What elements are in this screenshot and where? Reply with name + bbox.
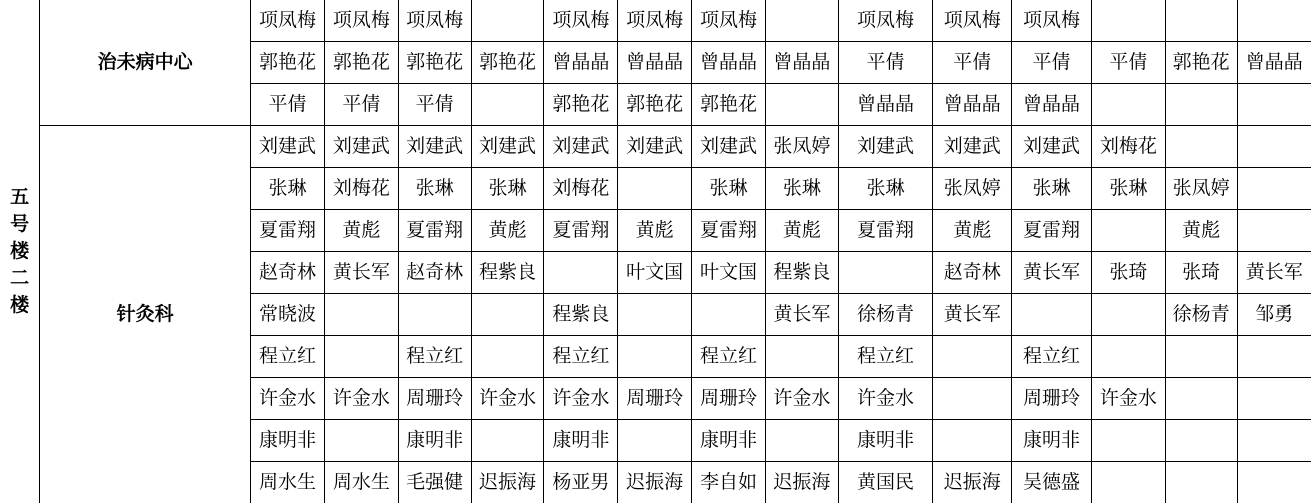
table-cell: 许金水 <box>251 378 325 420</box>
table-cell: 郭艳花 <box>251 42 325 84</box>
table-cell <box>1237 336 1311 378</box>
table-cell <box>324 294 398 336</box>
table-cell: 曾晶晶 <box>933 84 1012 126</box>
table-cell <box>692 294 766 336</box>
table-cell: 康明非 <box>838 420 933 462</box>
table-cell <box>324 420 398 462</box>
table-cell: 程立红 <box>544 336 618 378</box>
table-cell <box>1091 336 1165 378</box>
table-cell: 曾晶晶 <box>765 42 838 84</box>
table-cell: 邹勇 <box>1237 294 1311 336</box>
table-cell: 程立红 <box>398 336 471 378</box>
table-cell <box>618 294 692 336</box>
table-cell: 康明非 <box>1012 420 1092 462</box>
table-cell: 许金水 <box>544 378 618 420</box>
table-cell: 黄长军 <box>1237 252 1311 294</box>
table-cell: 周珊玲 <box>1012 378 1092 420</box>
table-cell: 夏雷翔 <box>1012 210 1092 252</box>
table-cell <box>618 420 692 462</box>
table-cell: 周珊玲 <box>618 378 692 420</box>
table-cell: 曾晶晶 <box>692 42 766 84</box>
table-cell <box>765 0 838 42</box>
table-cell: 黄彪 <box>933 210 1012 252</box>
table-cell: 许金水 <box>1091 378 1165 420</box>
table-cell: 张琦 <box>1091 252 1165 294</box>
table-cell: 叶文国 <box>692 252 766 294</box>
table-cell: 平倩 <box>1012 42 1092 84</box>
table-cell: 刘建武 <box>398 126 471 168</box>
table-cell: 刘建武 <box>692 126 766 168</box>
table-cell <box>1237 210 1311 252</box>
table-cell: 曾晶晶 <box>618 42 692 84</box>
table-cell: 项凤梅 <box>324 0 398 42</box>
table-cell: 赵奇林 <box>933 252 1012 294</box>
table-cell: 刘建武 <box>838 126 933 168</box>
table-cell: 吴德盛 <box>1012 462 1092 503</box>
table-cell <box>1091 0 1165 42</box>
table-cell <box>471 420 544 462</box>
table-cell <box>1091 294 1165 336</box>
table-cell <box>471 84 544 126</box>
table-cell: 项凤梅 <box>251 0 325 42</box>
table-cell: 康明非 <box>251 420 325 462</box>
table-cell: 许金水 <box>838 378 933 420</box>
table-cell: 黄彪 <box>618 210 692 252</box>
table-cell: 曾晶晶 <box>544 42 618 84</box>
table-cell: 郭艳花 <box>692 84 766 126</box>
table-cell <box>471 294 544 336</box>
table-cell: 毛强健 <box>398 462 471 503</box>
table-cell: 郭艳花 <box>618 84 692 126</box>
table-cell: 许金水 <box>765 378 838 420</box>
table-cell <box>618 336 692 378</box>
table-cell: 项凤梅 <box>618 0 692 42</box>
table-cell: 刘梅花 <box>324 168 398 210</box>
table-cell: 周水生 <box>324 462 398 503</box>
table-cell <box>1237 420 1311 462</box>
table-cell: 项凤梅 <box>692 0 766 42</box>
table-cell <box>1091 420 1165 462</box>
table-cell: 项凤梅 <box>398 0 471 42</box>
table-cell: 夏雷翔 <box>692 210 766 252</box>
table-cell: 平倩 <box>398 84 471 126</box>
table-cell <box>1237 378 1311 420</box>
table-cell: 许金水 <box>324 378 398 420</box>
table-cell: 迟振海 <box>618 462 692 503</box>
table-cell: 张琳 <box>1012 168 1092 210</box>
table-cell: 平倩 <box>838 42 933 84</box>
table-cell: 刘建武 <box>251 126 325 168</box>
table-cell: 迟振海 <box>765 462 838 503</box>
table-cell: 迟振海 <box>933 462 1012 503</box>
table-cell: 黄彪 <box>765 210 838 252</box>
table-cell: 张琳 <box>251 168 325 210</box>
table-cell: 张琳 <box>692 168 766 210</box>
table-cell: 康明非 <box>398 420 471 462</box>
table-cell <box>765 336 838 378</box>
table-cell: 程立红 <box>1012 336 1092 378</box>
table-cell <box>471 336 544 378</box>
table-cell: 徐杨青 <box>838 294 933 336</box>
table-cell <box>398 294 471 336</box>
table-cell <box>1165 420 1237 462</box>
table-cell: 夏雷翔 <box>251 210 325 252</box>
table-cell: 郭艳花 <box>544 84 618 126</box>
table-cell: 郭艳花 <box>324 42 398 84</box>
table-cell: 刘建武 <box>933 126 1012 168</box>
table-cell <box>933 378 1012 420</box>
table-cell <box>1012 294 1092 336</box>
table-cell <box>324 336 398 378</box>
table-cell: 李自如 <box>692 462 766 503</box>
table-cell: 平倩 <box>324 84 398 126</box>
table-cell: 叶文国 <box>618 252 692 294</box>
building-label: 五 号 楼 二 楼 <box>0 0 40 503</box>
table-cell: 项凤梅 <box>544 0 618 42</box>
table-cell <box>1237 84 1311 126</box>
table-cell: 夏雷翔 <box>398 210 471 252</box>
table-cell <box>933 336 1012 378</box>
table-cell: 程立红 <box>838 336 933 378</box>
table-cell: 黄长军 <box>933 294 1012 336</box>
table-cell <box>765 84 838 126</box>
table-cell: 刘建武 <box>618 126 692 168</box>
table-cell: 徐杨青 <box>1165 294 1237 336</box>
table-cell: 曾晶晶 <box>1012 84 1092 126</box>
table-cell: 刘建武 <box>471 126 544 168</box>
table-cell: 周水生 <box>251 462 325 503</box>
table-cell: 项凤梅 <box>933 0 1012 42</box>
table-cell: 许金水 <box>471 378 544 420</box>
table-cell <box>765 420 838 462</box>
table-cell: 康明非 <box>544 420 618 462</box>
table-cell: 杨亚男 <box>544 462 618 503</box>
table-cell: 程立红 <box>692 336 766 378</box>
table-cell <box>1165 336 1237 378</box>
table-cell <box>1091 462 1165 503</box>
table-cell: 张凤婷 <box>765 126 838 168</box>
table-cell <box>544 252 618 294</box>
table-cell: 黄长军 <box>324 252 398 294</box>
table-cell: 刘建武 <box>544 126 618 168</box>
table-cell <box>1091 84 1165 126</box>
table-row <box>0 0 1311 42</box>
table-cell <box>1165 378 1237 420</box>
table-cell: 程立红 <box>251 336 325 378</box>
table-cell: 康明非 <box>692 420 766 462</box>
table-cell: 赵奇林 <box>398 252 471 294</box>
table-cell: 张琳 <box>765 168 838 210</box>
table-cell: 张凤婷 <box>933 168 1012 210</box>
table-row <box>0 126 1311 168</box>
table-cell: 刘梅花 <box>1091 126 1165 168</box>
table-cell <box>1237 0 1311 42</box>
table-cell: 平倩 <box>933 42 1012 84</box>
department-label: 治未病中心 <box>40 0 251 126</box>
table-cell: 程紫良 <box>544 294 618 336</box>
table-cell: 黄国民 <box>838 462 933 503</box>
table-cell: 平倩 <box>251 84 325 126</box>
table-cell: 迟振海 <box>471 462 544 503</box>
table-cell: 刘梅花 <box>544 168 618 210</box>
table-cell <box>1165 126 1237 168</box>
table-cell <box>933 420 1012 462</box>
table-cell: 曾晶晶 <box>838 84 933 126</box>
table-cell <box>1237 462 1311 503</box>
table-cell: 夏雷翔 <box>544 210 618 252</box>
table-cell: 夏雷翔 <box>838 210 933 252</box>
table-cell <box>1237 126 1311 168</box>
table-cell <box>1165 462 1237 503</box>
table-cell: 常晓波 <box>251 294 325 336</box>
table-cell: 项凤梅 <box>838 0 933 42</box>
table-cell: 张琳 <box>1091 168 1165 210</box>
table-cell: 刘建武 <box>324 126 398 168</box>
table-cell: 张琳 <box>398 168 471 210</box>
table-cell: 郭艳花 <box>471 42 544 84</box>
table-cell: 黄长军 <box>1012 252 1092 294</box>
table-cell <box>1165 84 1237 126</box>
table-cell: 刘建武 <box>1012 126 1092 168</box>
table-cell: 张琳 <box>838 168 933 210</box>
table-cell <box>838 252 933 294</box>
table-cell <box>618 168 692 210</box>
table-cell <box>1237 168 1311 210</box>
table-cell: 赵奇林 <box>251 252 325 294</box>
table-cell: 程紫良 <box>471 252 544 294</box>
table-cell: 郭艳花 <box>1165 42 1237 84</box>
table-cell: 程紫良 <box>765 252 838 294</box>
table-cell: 周珊玲 <box>692 378 766 420</box>
table-cell: 黄彪 <box>471 210 544 252</box>
table-cell: 周珊玲 <box>398 378 471 420</box>
department-label: 针灸科 <box>40 126 251 503</box>
table-cell: 郭艳花 <box>398 42 471 84</box>
table-cell: 项凤梅 <box>1012 0 1092 42</box>
table-cell: 张凤婷 <box>1165 168 1237 210</box>
table-cell <box>1165 0 1237 42</box>
table-cell <box>1091 210 1165 252</box>
table-cell: 黄长军 <box>765 294 838 336</box>
table-cell: 张琦 <box>1165 252 1237 294</box>
table-cell: 曾晶晶 <box>1237 42 1311 84</box>
table-cell <box>471 0 544 42</box>
table-cell: 张琳 <box>471 168 544 210</box>
table-cell: 平倩 <box>1091 42 1165 84</box>
table-cell: 黄彪 <box>1165 210 1237 252</box>
table-cell: 黄彪 <box>324 210 398 252</box>
